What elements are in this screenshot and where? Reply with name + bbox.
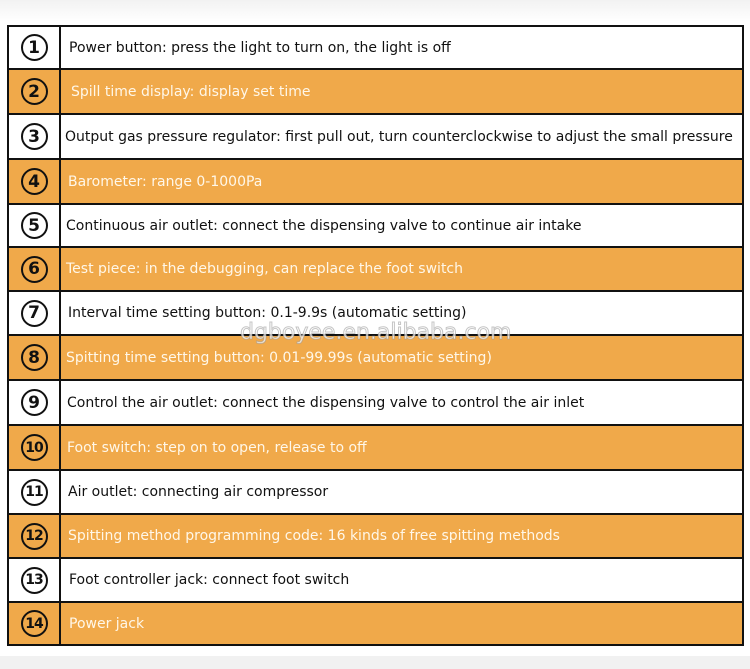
row-description: Spill time display: display set time: [71, 83, 311, 100]
row-description: Foot controller jack: connect foot switch: [69, 572, 350, 588]
row-number-cell: [9, 603, 61, 644]
circled-number-icon: 7: [21, 300, 48, 327]
circled-number-icon: 5: [21, 212, 48, 239]
row-description: Barometer: range 0-1000Pa: [68, 173, 263, 190]
row-number-cell: [9, 160, 61, 203]
row-description: Control the air outlet: connect the dispensing valve to control the air inlet: [67, 394, 585, 411]
bottom-shade: [0, 656, 750, 669]
circled-number-icon: 12: [21, 523, 48, 550]
table-row: [9, 471, 742, 515]
watermark: dgboyee.en.alibaba.com: [240, 320, 512, 345]
row-number-cell: [9, 27, 61, 68]
circled-number-icon: 10: [21, 434, 48, 461]
row-description: Foot switch: step on to open, release to off: [67, 439, 367, 456]
row-number-cell: [9, 381, 61, 424]
row-number-cell: [9, 70, 61, 113]
circled-number-icon: 13: [21, 567, 48, 594]
circled-number-icon: 14: [21, 610, 48, 637]
table-row: [9, 205, 742, 248]
row-number-cell: [9, 515, 61, 557]
table-row: [9, 515, 742, 559]
row-description: Interval time setting button: 0.1-9.9s (automatic setting): [68, 305, 467, 321]
table-row: [9, 559, 742, 603]
table-row: [9, 115, 742, 160]
row-description: Power jack: [69, 615, 145, 632]
table-row: [9, 336, 742, 381]
row-number-cell: [9, 292, 61, 334]
table-row: [9, 160, 742, 205]
row-number-cell: [9, 559, 61, 601]
row-description: Output gas pressure regulator: first pull out, turn counterclockwise to adjust the small pressure: [65, 128, 733, 145]
row-description: Air outlet: connecting air compressor: [68, 484, 329, 500]
circled-number-icon: 2: [21, 78, 48, 105]
circled-number-icon: 8: [21, 344, 48, 371]
table-row: [9, 603, 742, 646]
top-shade: [0, 0, 750, 22]
row-number-cell: [9, 426, 61, 469]
circled-number-icon: 9: [21, 389, 48, 416]
spec-table: [7, 25, 744, 646]
row-description: Spitting time setting button: 0.01-99.99s (automatic setting): [66, 349, 492, 366]
row-number-cell: [9, 248, 61, 290]
circled-number-icon: 11: [21, 479, 48, 506]
row-description: Spitting method programming code: 16 kinds of free spitting methods: [68, 528, 560, 544]
circled-number-icon: 3: [21, 123, 48, 150]
table-row: [9, 70, 742, 115]
table-row: [9, 292, 742, 336]
table-row: [9, 381, 742, 426]
row-number-cell: [9, 336, 61, 379]
row-description: Test piece: in the debugging, can replace the foot switch: [66, 261, 464, 277]
circled-number-icon: 6: [21, 256, 48, 283]
circled-number-icon: 1: [21, 34, 48, 61]
table-row: [9, 248, 742, 292]
table-row: [9, 426, 742, 471]
row-number-cell: [9, 205, 61, 246]
circled-number-icon: 4: [21, 168, 48, 195]
row-description: Power button: press the light to turn on, the light is off: [69, 39, 451, 56]
row-number-cell: [9, 115, 61, 158]
row-number-cell: [9, 471, 61, 513]
table-row: [9, 27, 742, 70]
row-description: Continuous air outlet: connect the dispensing valve to continue air intake: [66, 217, 582, 234]
